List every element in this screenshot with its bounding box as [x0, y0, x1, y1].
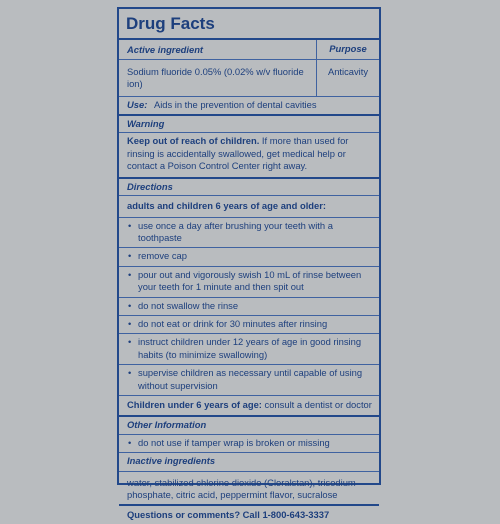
use-label: Use: [127, 98, 148, 110]
bullet-icon: • [128, 250, 132, 262]
directions-heading [119, 179, 379, 196]
active-ingredient-header [119, 40, 379, 59]
bullet-icon: • [128, 367, 132, 379]
direction-item [119, 267, 379, 298]
bullet-icon: • [128, 268, 132, 280]
directions-adults-heading: adults and children 6 years of age and older: [119, 196, 379, 217]
direction-item [119, 218, 379, 249]
bullet-icon: • [128, 336, 132, 348]
purpose-heading: Purpose [316, 40, 379, 58]
direction-item-text: use once a day after brushing your teeth with a toothpaste [138, 219, 333, 243]
children-label: Children under 6 years of age: [127, 398, 262, 410]
directions-list [119, 218, 379, 396]
other-information-heading [119, 417, 379, 434]
other-information-item [119, 435, 379, 453]
direction-item-text: pour out and vigorously swish 10 mL of rinse between your teeth for 1 minute and then spit out [138, 268, 362, 293]
active-ingredient-row [119, 60, 379, 97]
other-information-heading-text: Other Information [127, 419, 207, 431]
use-section [119, 97, 379, 116]
purpose-text: Anticavity [316, 60, 379, 96]
questions-line: Questions or comments? Call 1-800-643-3337 [127, 509, 330, 521]
bullet-icon: • [128, 436, 132, 448]
inactive-ingredients-heading-text: Inactive ingredients [127, 455, 216, 467]
warning-heading [119, 116, 379, 133]
direction-item [119, 248, 379, 266]
drug-facts-title: Drug Facts [119, 9, 379, 40]
bullet-icon: • [128, 317, 132, 329]
children-under-6 [119, 396, 379, 417]
direction-item-text: remove cap [138, 250, 187, 262]
direction-item [119, 316, 379, 334]
direction-item [119, 334, 379, 365]
active-ingredient-text: Sodium fluoride 0.05% (0.02% w/v fluoride ion) [127, 65, 304, 90]
direction-item [119, 298, 379, 316]
direction-item-text: do not swallow the rinse [138, 299, 239, 311]
warning-heading-text: Warning [127, 118, 165, 130]
directions-heading-text: Directions [127, 180, 173, 192]
warning-text: If more than used for rinsing is accidentally swallowed, get medical help or contact a Poison Control Center right away. [127, 135, 349, 172]
active-ingredient-heading: Active ingredient [127, 44, 204, 56]
direction-item [119, 365, 379, 396]
use-text: Aids in the prevention of dental cavities [153, 98, 317, 110]
direction-item-text: supervise children as necessary until capable of using without supervision [138, 367, 363, 391]
children-text: consult a dentist or doctor [264, 398, 372, 410]
bullet-icon: • [128, 219, 132, 231]
inactive-ingredients-heading [119, 453, 379, 471]
drug-facts-panel [117, 7, 381, 521]
warning-bold-text: Keep out of reach of children. [127, 135, 260, 147]
other-information-text: do not use if tamper wrap is broken or missing [138, 436, 330, 448]
inactive-ingredients-text: water, stabilized chlorine dioxide (Cloralstan), trisodium phosphate, citric acid, peppermint flavor, sucralose [119, 472, 379, 507]
direction-item-text: instruct children under 12 years of age in good rinsing habits (to minimize swallowing) [138, 336, 362, 360]
warning-section [119, 133, 379, 178]
direction-item-text: do not eat or drink for 30 minutes after rinsing [138, 317, 328, 329]
bullet-icon: • [128, 299, 132, 311]
